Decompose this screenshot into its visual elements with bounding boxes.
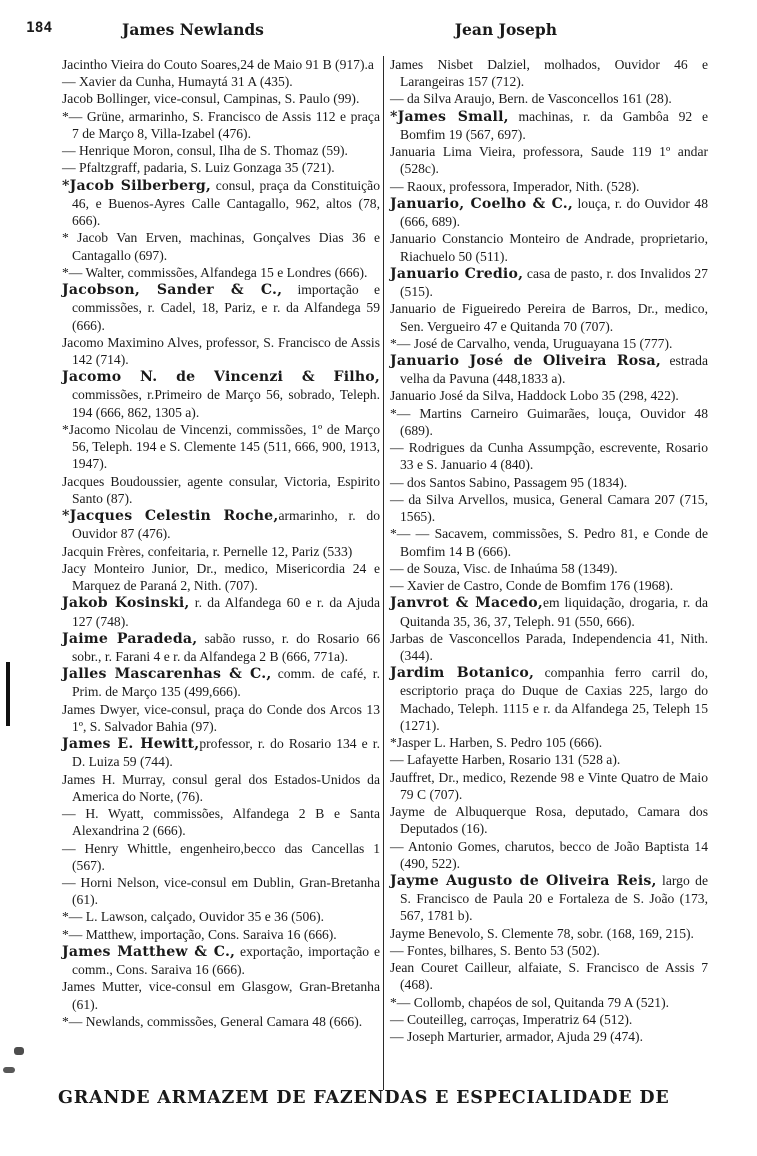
- directory-entry: [62, 840, 380, 874]
- directory-entry: [390, 230, 708, 264]
- entry-bold-name: *James Small,: [390, 108, 509, 125]
- entry-text: importação e commissões, r. Cadel, 18, Pariz, e r. da Alfandega 59 (666).: [72, 282, 380, 333]
- entry-text: James Nisbet Dalziel, molhados, Ouvidor 46 e Larangeiras 157 (712).: [390, 57, 708, 90]
- directory-entry: [62, 1013, 380, 1030]
- directory-entry: [62, 507, 380, 542]
- running-header: [20, 20, 737, 46]
- directory-entry: [390, 942, 708, 959]
- directory-entry: [62, 421, 380, 473]
- entry-bold-name: *Jacques Celestin Roche,: [62, 508, 279, 525]
- directory-entry: [62, 177, 380, 230]
- entry-bold-name: Januario, Coelho & C.,: [390, 195, 574, 212]
- entry-text: — H. Wyatt, commissões, Alfandega 2 B e Santa Alexandrina 2 (666).: [62, 806, 380, 839]
- directory-entry: [390, 300, 708, 334]
- entry-bold-name: *Jacob Silberberg,: [62, 177, 212, 194]
- directory-entry: [62, 473, 380, 507]
- entry-text: — Pfaltzgraff, padaria, S. Luiz Gonzaga 35 (721).: [62, 160, 335, 176]
- entry-text: largo de S. Francisco de Paula 20 e Fortaleza de S. João (173, 567, 1781 b).: [400, 873, 708, 924]
- entry-text: consul, praça da Constituição 46, e Buenos-Ayres Calle Cantagallo, 962, altos (78, 666).: [72, 177, 380, 229]
- right-column: [390, 56, 708, 1045]
- directory-entry: [390, 959, 708, 993]
- footer-banner: GRANDE ARMAZEM DE FAZENDAS E ESPECIALIDADE DE: [58, 1088, 670, 1108]
- directory-entry: [62, 334, 380, 368]
- directory-entry: [390, 994, 708, 1011]
- directory-entry: [62, 142, 380, 159]
- margin-ink-speck: [14, 1047, 24, 1055]
- directory-entry: [62, 108, 380, 142]
- directory-entry: [390, 734, 708, 751]
- entry-text: Jacintho Vieira do Couto Soares,24 de Maio 91 B (917).a: [62, 57, 374, 72]
- directory-entry: [390, 803, 708, 837]
- directory-entry: [62, 368, 380, 421]
- directory-entry: [62, 159, 380, 176]
- entry-bold-name: Jacomo N. de Vincenzi & Filho,: [62, 369, 380, 386]
- entry-text: comm. de café, r. Prim. de Março 135 (499,666).: [72, 666, 380, 700]
- directory-entry: [390, 195, 708, 230]
- directory-entry: [390, 769, 708, 803]
- entry-text: — Couteilleg, carroças, Imperatriz 64 (512).: [390, 1011, 633, 1027]
- header-right-title: Jean Joseph: [454, 20, 557, 39]
- entry-bold-name: Jalles Mascarenhas & C.,: [62, 666, 272, 683]
- directory-entry: [390, 405, 708, 439]
- entry-text: *— Martins Carneiro Guimarães, louça, Ouvidor 48 (689).: [390, 405, 708, 438]
- entry-text: *— Grüne, armarinho, S. Francisco de Assis 112 e praça 7 de Março 8, Villa-Izabel (476).: [62, 108, 380, 141]
- margin-ink-speck: [3, 1067, 15, 1073]
- entry-bold-name: Jardim Botanico,: [390, 665, 535, 682]
- entry-text: casa de pasto, r. dos Invalidos 27 (515).: [400, 265, 708, 300]
- entry-text: — da Silva Arvellos, musica, General Camara 207 (715, 1565).: [390, 491, 708, 525]
- entry-text: * Jacob Van Erven, machinas, Gonçalves Dias 36 e Cantagallo (697).: [62, 230, 380, 263]
- entry-text: — Henrique Moron, consul, Ilha de S. Thomaz (59).: [62, 143, 348, 159]
- entry-text: *Jacomo Nicolau de Vincenzi, commissões, 1º de Março 56, Teleph. 194 e S. Clemente 145 (511, 666, 900, 1913, 1947).: [62, 421, 380, 472]
- directory-entry: [62, 73, 380, 90]
- entry-text: Januario de Figueiredo Pereira de Barros, Dr., medico, Sen. Vergueiro 47 e Quitanda 70 (707).: [390, 301, 708, 334]
- directory-entry: [390, 178, 708, 195]
- entry-text: professor, r. do Rosario 134 e r. D. Luiza 59 (744).: [72, 736, 380, 770]
- directory-entry: [390, 925, 708, 942]
- entry-bold-name: Januario Credio,: [390, 265, 524, 282]
- entry-text: Jarbas de Vasconcellos Parada, Independencia 41, Nith. (344).: [390, 630, 708, 663]
- directory-entry: [62, 90, 380, 107]
- entry-text: — Antonio Gomes, charutos, becco de João Baptista 14 (490, 522).: [390, 838, 708, 871]
- directory-entry: [62, 560, 380, 594]
- directory-entry: [62, 926, 380, 943]
- entry-text: *— Newlands, commissões, General Camara 48 (666).: [62, 1013, 363, 1029]
- directory-entry: [62, 665, 380, 700]
- directory-entry: [390, 630, 708, 664]
- entry-text: *— — Sacavem, commissões, S. Pedro 81, e Conde de Bomfim 14 B (666).: [390, 526, 708, 559]
- entry-text: Jacomo Maximino Alves, professor, S. Francisco de Assis 142 (714).: [62, 334, 380, 367]
- entry-text: — Lafayette Harben, Rosario 131 (528 a).: [390, 752, 621, 768]
- directory-entry: [390, 664, 708, 734]
- header-left-title: James Newlands: [122, 20, 264, 39]
- entry-text: Jayme Benevolo, S. Clemente 78, sobr. (168, 169, 215).: [390, 925, 694, 941]
- entry-text: estrada velha da Pavuna (448,1833 a).: [400, 352, 708, 387]
- entry-text: James H. Murray, consul geral dos Estados-Unidos da America do Norte, (76).: [62, 771, 380, 804]
- entry-text: — Henry Whittle, engenheiro,becco das Cancellas 1 (567).: [62, 840, 380, 873]
- directory-entry: [390, 1028, 708, 1045]
- entry-text: companhia ferro carril do, escriptorio praça do Duque de Caxias 225, largo do Machado, Teleph. 1115 e r. da Alfandega 25, Teleph 15 (1271).: [400, 665, 708, 733]
- entry-text: Jean Couret Cailleur, alfaiate, S. Francisco de Assis 7 (468).: [390, 960, 708, 993]
- left-column: [62, 56, 380, 1030]
- entry-text: *— Collomb, chapéos de sol, Quitanda 79 A (521).: [390, 994, 670, 1010]
- directory-entry: [62, 281, 380, 334]
- entry-text: — Xavier da Cunha, Humaytá 31 A (435).: [62, 74, 293, 90]
- entry-text: louça, r. do Ouvidor 48 (666, 689).: [400, 195, 708, 230]
- entry-text: *— José de Carvalho, venda, Uruguayana 15 (777).: [390, 335, 673, 351]
- entry-text: James Mutter, vice-consul em Glasgow, Gran-Bretanha (61).: [62, 979, 380, 1012]
- entry-bold-name: Jacobson, Sander & C.,: [62, 282, 283, 299]
- directory-entry: [390, 474, 708, 491]
- entry-text: Januario Constancio Monteiro de Andrade, proprietario, Riachuelo 50 (511).: [390, 231, 708, 264]
- entry-text: Jacy Monteiro Junior, Dr., medico, Misericordia 24 e Marquez de Paraná 2, Nith. (707).: [62, 560, 380, 594]
- entry-text: *Jasper L. Harben, S. Pedro 105 (666).: [390, 735, 603, 751]
- directory-entry: [62, 943, 380, 978]
- entry-bold-name: Janvrot & Macedo,: [390, 595, 543, 612]
- directory-entry: [390, 1011, 708, 1028]
- directory-entry: [62, 56, 380, 73]
- directory-entry: [62, 805, 380, 839]
- entry-text: Januario José da Silva, Haddock Lobo 35 (298, 422).: [390, 388, 679, 404]
- directory-entry: [62, 874, 380, 908]
- entry-bold-name: Januario José de Oliveira Rosa,: [390, 352, 661, 369]
- entry-bold-name: James E. Hewitt,: [62, 736, 200, 753]
- page-number: 184: [26, 20, 53, 36]
- entry-text: Jacob Bollinger, vice-consul, Campinas, S. Paulo (99).: [62, 91, 360, 107]
- entry-text: *— L. Lawson, calçado, Ouvidor 35 e 36 (506).: [62, 909, 324, 925]
- directory-entry: [390, 838, 708, 872]
- directory-entry: [390, 335, 708, 352]
- directory-entry: [390, 491, 708, 525]
- entry-bold-name: James Matthew & C.,: [62, 943, 236, 960]
- entry-text: — dos Santos Sabino, Passagem 95 (1834).: [390, 474, 628, 490]
- entry-bold-name: Jayme Augusto de Oliveira Reis,: [390, 873, 657, 890]
- directory-entry: [390, 56, 708, 90]
- directory-entry: [62, 543, 380, 560]
- directory-entry: [62, 229, 380, 263]
- entry-text: Jauffret, Dr., medico, Rezende 98 e Vinte Quatro de Maio 79 C (707).: [390, 769, 708, 802]
- entry-text: sabão russo, r. do Rosario 66 sobr., r. Farani 4 e r. da Alfandega 2 B (666, 771a).: [72, 630, 380, 664]
- directory-entry: [390, 352, 708, 387]
- directory-entry: [390, 594, 708, 629]
- directory-entry: [62, 701, 380, 735]
- directory-entry: [62, 735, 380, 770]
- entry-text: Jayme de Albuquerque Rosa, deputado, Camara dos Deputados (16).: [390, 804, 708, 837]
- entry-text: armarinho, r. do Ouvidor 87 (476).: [72, 508, 380, 542]
- entry-text: Januaria Lima Vieira, professora, Saude 119 1º andar (528c).: [390, 144, 708, 177]
- directory-entry: [390, 439, 708, 473]
- entry-text: James Dwyer, vice-consul, praça do Conde dos Arcos 13 1º, S. Salvador Bahia (97).: [62, 701, 380, 734]
- entry-text: exportação, importação e comm., Cons. Saraiva 16 (666).: [72, 943, 380, 978]
- directory-entry: [390, 751, 708, 768]
- margin-bracket-mark: [6, 662, 10, 726]
- entry-text: — Raoux, professora, Imperador, Nith. (528).: [390, 178, 640, 194]
- directory-entry: [390, 265, 708, 300]
- entry-bold-name: Jakob Kosinski,: [62, 595, 190, 612]
- entry-text: — da Silva Araujo, Bern. de Vasconcellos 161 (28).: [390, 91, 672, 107]
- entry-bold-name: Jaime Paradeda,: [62, 630, 198, 647]
- directory-entry: [390, 525, 708, 559]
- directory-entry: [62, 771, 380, 805]
- entry-text: Jacques Boudoussier, agente consular, Victoria, Espirito Santo (87).: [62, 473, 380, 506]
- column-divider: [383, 56, 384, 1090]
- entry-text: r. da Alfandega 60 e r. da Ajuda 127 (748).: [72, 595, 380, 629]
- entry-text: *— Matthew, importação, Cons. Saraiva 16 (666).: [62, 926, 337, 942]
- directory-entry: [390, 387, 708, 404]
- directory-entry: [62, 630, 380, 665]
- entry-text: Jacquin Frères, confeitaria, r. Pernelle 12, Pariz (533): [62, 543, 353, 559]
- directory-entry: [390, 872, 708, 925]
- directory-entry: [390, 143, 708, 177]
- directory-entry: [62, 594, 380, 629]
- entry-text: — Horni Nelson, vice-consul em Dublin, Gran-Bretanha (61).: [62, 875, 380, 908]
- directory-entry: [390, 108, 708, 143]
- directory-entry: [390, 560, 708, 577]
- entry-text: commissões, r.Primeiro de Março 56, sobrado, Teleph. 194 (666, 862, 1305 a).: [72, 387, 380, 420]
- entry-text: — de Souza, Visc. de Inhaúma 58 (1349).: [390, 560, 618, 576]
- entry-text: machinas, r. da Gambôa 92 e Bomfim 19 (567, 697).: [400, 108, 708, 142]
- entry-text: — Rodrigues da Cunha Assumpção, escrevente, Rosario 33 e S. Januario 4 (840).: [390, 440, 708, 473]
- directory-entry: [390, 577, 708, 594]
- entry-text: — Fontes, bilhares, S. Bento 53 (502).: [390, 942, 600, 958]
- entry-text: *— Walter, commissões, Alfandega 15 e Londres (666).: [62, 264, 368, 280]
- directory-entry: [390, 90, 708, 107]
- entry-text: em liquidação, drogaria, r. da Quitanda 35, 36, 37, Teleph. 91 (550, 666).: [400, 595, 708, 629]
- entry-text: — Xavier de Castro, Conde de Bomfim 176 (1968).: [390, 578, 674, 594]
- directory-entry: [62, 978, 380, 1012]
- entry-text: — Joseph Marturier, armador, Ajuda 29 (474).: [390, 1029, 643, 1045]
- directory-entry: [62, 908, 380, 925]
- directory-entry: [62, 264, 380, 281]
